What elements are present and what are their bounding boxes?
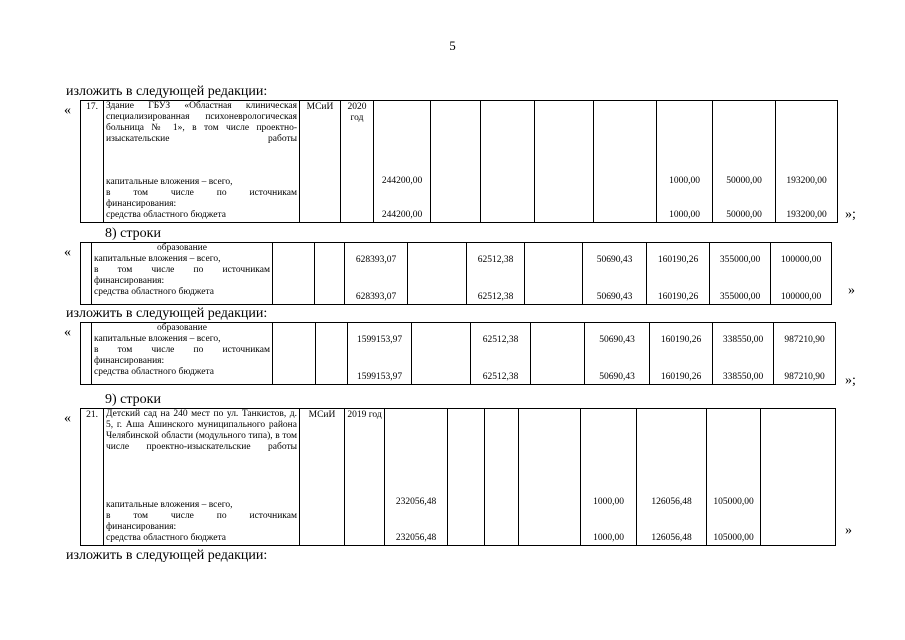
page-number: 5 bbox=[449, 38, 456, 53]
fin-incl-label: в том числе по источникам bbox=[106, 511, 297, 521]
table-education-new bbox=[80, 322, 836, 385]
section-description bbox=[92, 243, 273, 305]
value-col-3 bbox=[707, 409, 761, 546]
object-description bbox=[104, 101, 300, 223]
value-a-all: 62512,38 bbox=[477, 255, 514, 265]
row-number: 17. bbox=[81, 101, 104, 223]
value-total bbox=[348, 323, 412, 385]
fin-budget-label: средства областного бюджета bbox=[94, 287, 214, 297]
table-row17 bbox=[80, 100, 838, 223]
value-total bbox=[374, 101, 431, 223]
value-total bbox=[385, 409, 448, 546]
empty-cell bbox=[448, 409, 485, 546]
value-col-2 bbox=[637, 409, 707, 546]
empty-cell bbox=[273, 323, 316, 385]
empty-cell bbox=[81, 243, 92, 305]
empty-cell bbox=[525, 243, 583, 305]
value-2-budget: 50000,00 bbox=[726, 210, 762, 220]
value-3-all: 193200,00 bbox=[786, 176, 827, 186]
empty-cell bbox=[412, 323, 471, 385]
value-c bbox=[647, 243, 710, 305]
object-description bbox=[104, 409, 300, 546]
value-e-budget: 100000,00 bbox=[780, 292, 822, 302]
value-total-all: 232056,48 bbox=[395, 497, 437, 507]
fin-incl-label: в том числе по источникам bbox=[94, 345, 270, 355]
value-c-budget: 160190,26 bbox=[660, 372, 702, 382]
empty-cell bbox=[315, 243, 345, 305]
value-col-1 bbox=[581, 409, 637, 546]
fin-src-label: финансирования: bbox=[94, 276, 165, 286]
value-1-budget: 1000,00 bbox=[669, 210, 700, 220]
table-education-old bbox=[80, 242, 832, 305]
empty-cell bbox=[761, 409, 836, 546]
value-b bbox=[583, 243, 647, 305]
value-c bbox=[650, 323, 713, 385]
section-title: образование bbox=[157, 323, 207, 333]
value-b-budget: 50690,43 bbox=[596, 292, 633, 302]
fin-src-label: финансирования: bbox=[106, 199, 177, 209]
open-quote: « bbox=[64, 245, 71, 260]
value-e-all: 987210,90 bbox=[784, 335, 825, 345]
responsible: МСиИ bbox=[300, 101, 341, 223]
empty-cell bbox=[316, 323, 348, 385]
object-name: Здание ГБУЗ «Областная клиническая специализированная психоневрологическая больница № 1», в том числе проектно-изыскательские работы bbox=[106, 101, 297, 144]
value-e bbox=[774, 323, 836, 385]
value-col-3 bbox=[776, 101, 838, 223]
value-e-budget: 987210,90 bbox=[784, 372, 825, 382]
fin-total-label: капитальные вложения – всего, bbox=[106, 177, 233, 187]
value-total-budget: 232056,48 bbox=[395, 533, 437, 543]
fin-budget-label: средства областного бюджета bbox=[94, 367, 214, 377]
value-c-budget: 160190,26 bbox=[657, 292, 699, 302]
value-total-budget: 1599153,97 bbox=[356, 372, 403, 382]
value-b-all: 50690,43 bbox=[596, 255, 633, 265]
empty-cell bbox=[594, 101, 657, 223]
value-total-all: 1599153,97 bbox=[356, 335, 403, 345]
value-d-all: 338550,00 bbox=[722, 335, 764, 345]
value-c-all: 160190,26 bbox=[657, 255, 699, 265]
responsible: МСиИ bbox=[300, 409, 345, 546]
empty-cell bbox=[431, 101, 481, 223]
fin-total-label: капитальные вложения – всего, bbox=[106, 500, 233, 510]
fin-incl-label: в том числе по источникам bbox=[94, 265, 270, 275]
empty-cell bbox=[273, 243, 315, 305]
fin-src-label: финансирования: bbox=[106, 522, 177, 532]
table-row21 bbox=[80, 408, 836, 546]
close-quote: » bbox=[848, 283, 855, 298]
empty-cell bbox=[519, 409, 581, 546]
value-d-budget: 338550,00 bbox=[722, 372, 764, 382]
value-d bbox=[713, 323, 774, 385]
fin-incl-label: в том числе по источникам bbox=[106, 188, 297, 198]
value-col-1 bbox=[657, 101, 713, 223]
empty-cell bbox=[531, 323, 585, 385]
section-description bbox=[92, 323, 273, 385]
close-quote: »; bbox=[845, 207, 856, 222]
value-total-budget: 244200,00 bbox=[381, 210, 423, 220]
year: 2019 год bbox=[345, 409, 385, 546]
value-d bbox=[710, 243, 771, 305]
value-b-all: 50690,43 bbox=[599, 335, 635, 345]
value-a-budget: 62512,38 bbox=[482, 372, 519, 382]
empty-cell bbox=[81, 323, 92, 385]
open-quote: « bbox=[64, 325, 71, 340]
year: 2020 год bbox=[341, 101, 374, 223]
value-total bbox=[345, 243, 408, 305]
heading-rows-9: 9) строки bbox=[105, 392, 161, 407]
value-e bbox=[771, 243, 832, 305]
value-d-budget: 355000,00 bbox=[719, 292, 761, 302]
value-col-2 bbox=[713, 101, 776, 223]
open-quote: « bbox=[64, 411, 71, 426]
empty-cell bbox=[408, 243, 467, 305]
fin-budget-label: средства областного бюджета bbox=[106, 210, 226, 220]
value-2-all: 126056,48 bbox=[651, 497, 692, 507]
open-quote: « bbox=[64, 103, 71, 118]
value-a-budget: 62512,38 bbox=[477, 292, 514, 302]
value-1-all: 1000,00 bbox=[669, 176, 700, 186]
heading-rows-8: 8) строки bbox=[105, 226, 161, 241]
value-1-all: 1000,00 bbox=[593, 497, 624, 507]
heading-edit-2: изложить в следующей редакции: bbox=[66, 306, 268, 321]
fin-budget-label: средства областного бюджета bbox=[106, 533, 226, 543]
row-number: 21. bbox=[81, 409, 104, 546]
value-b-budget: 50690,43 bbox=[599, 372, 635, 382]
value-total-all: 244200,00 bbox=[381, 176, 423, 186]
close-quote: »; bbox=[845, 373, 856, 388]
value-2-all: 50000,00 bbox=[726, 176, 762, 186]
value-3-all: 105000,00 bbox=[713, 497, 754, 507]
value-1-budget: 1000,00 bbox=[593, 533, 624, 543]
value-a bbox=[471, 323, 531, 385]
value-total-budget: 628393,07 bbox=[355, 292, 397, 302]
heading-edit-3: изложить в следующей редакции: bbox=[66, 548, 268, 563]
empty-cell bbox=[481, 101, 535, 223]
fin-total-label: капитальные вложения – всего, bbox=[94, 334, 221, 344]
empty-cell bbox=[485, 409, 519, 546]
value-d-all: 355000,00 bbox=[719, 255, 761, 265]
value-total-all: 628393,07 bbox=[355, 255, 397, 265]
value-2-budget: 126056,48 bbox=[651, 533, 692, 543]
fin-src-label: финансирования: bbox=[94, 356, 165, 366]
empty-cell bbox=[535, 101, 594, 223]
value-b bbox=[585, 323, 650, 385]
close-quote: » bbox=[845, 523, 852, 538]
value-a-all: 62512,38 bbox=[482, 335, 519, 345]
value-c-all: 160190,26 bbox=[660, 335, 702, 345]
object-name: Детский сад на 240 мест по ул. Танкистов, д. 5, г. Аша Ашинского муниципального района Челябинской области (модульного типа), в том числе проектно-изыскательские работы bbox=[106, 409, 297, 452]
value-e-all: 100000,00 bbox=[780, 255, 822, 265]
fin-total-label: капитальные вложения – всего, bbox=[94, 254, 221, 264]
value-3-budget: 105000,00 bbox=[713, 533, 754, 543]
heading-edit-1: изложить в следующей редакции: bbox=[66, 84, 268, 99]
value-3-budget: 193200,00 bbox=[786, 210, 827, 220]
value-a bbox=[467, 243, 525, 305]
section-title: образование bbox=[157, 243, 207, 253]
